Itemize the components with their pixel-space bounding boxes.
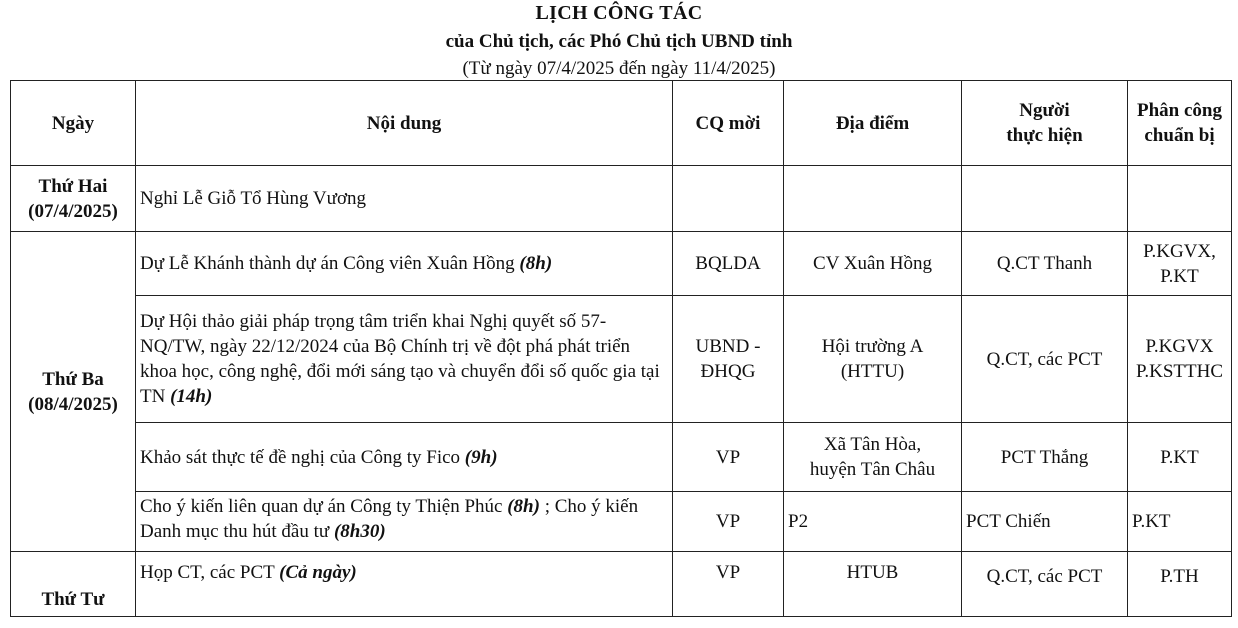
day-cell-wednesday: [11, 552, 136, 617]
time-label: (8h): [519, 253, 553, 274]
assignment-cell: [1128, 232, 1232, 296]
assignment-cell: [1128, 166, 1232, 232]
location-cell: [784, 296, 962, 423]
time-label: (8h): [507, 496, 540, 517]
performer-cell: PCT Thắng: [962, 423, 1128, 492]
day-date: (08/4/2025): [28, 393, 118, 415]
header-performer-line2: thực hiện: [1006, 125, 1083, 146]
schedule-table: [10, 80, 1232, 617]
time-label: (Cả ngày): [279, 562, 357, 583]
content-text: Dự Lễ Khánh thành dự án Công viên Xuân Hồng: [140, 253, 520, 274]
inviter-cell: VP: [673, 552, 784, 617]
day-name: Thứ Hai: [38, 175, 108, 197]
table-row: [11, 296, 1232, 423]
location-cell: [784, 423, 962, 492]
content-text: Cho ý kiến liên quan dự án Công ty Thiện Phúc: [140, 496, 508, 517]
location-cell: CV Xuân Hồng: [784, 232, 962, 296]
header-content: Nội dung: [136, 81, 673, 166]
inviter-cell: VP: [673, 492, 784, 552]
content-text: Dự Hội thảo giải pháp trọng tâm triển khai Nghị quyết số 57-NQ/TW, ngày 22/12/2024 của Bộ Chính trị về đột phá phát triển khoa học, công nghệ, đổi mới sáng tạo và chuyển đổi số quốc gia tại TN: [140, 311, 660, 407]
header-day: Ngày: [11, 81, 136, 166]
assignment-cell: P.KT: [1128, 492, 1232, 552]
location-cell: HTUB: [784, 552, 962, 617]
table-row: [11, 552, 1232, 617]
table-row: [11, 232, 1232, 296]
assignment-line2: P.KSTTHC: [1135, 361, 1224, 382]
inviter-cell: [673, 166, 784, 232]
performer-cell: Q.CT Thanh: [962, 232, 1128, 296]
location-line1: Hội trường A: [821, 336, 924, 357]
time-label: (9h): [464, 446, 498, 468]
inviter-cell: BQLDA: [673, 232, 784, 296]
location-line2: huyện Tân Châu: [809, 459, 936, 480]
document-title: LỊCH CÔNG TÁC: [535, 2, 703, 24]
content-cell: [136, 552, 673, 617]
content-cell: [136, 492, 673, 552]
header-assign-line2: chuẩn bị: [1144, 125, 1215, 146]
table-header-row: [11, 81, 1232, 166]
content-cell: [136, 423, 673, 492]
header-location: Địa điểm: [784, 81, 962, 166]
location-cell: [784, 166, 962, 232]
table-row: [11, 423, 1232, 492]
content-text-continued: ; Cho ý kiến Danh mục thu hút đầu tư: [140, 496, 639, 542]
performer-cell: [962, 166, 1128, 232]
header-assignment: [1128, 81, 1232, 166]
assignment-line2: P.KT: [1160, 265, 1199, 287]
time-label: (14h): [170, 386, 213, 407]
day-name: Thứ Ba: [42, 368, 104, 390]
content-cell: [136, 232, 673, 296]
content-text: Nghỉ Lễ Giỗ Tổ Hùng Vương: [140, 188, 366, 209]
day-date: (07/4/2025): [28, 200, 118, 222]
content-text: Khảo sát thực tế đề nghị của Công ty Fico: [140, 446, 465, 468]
location-cell: P2: [784, 492, 962, 552]
assignment-line1: P.KGVX,: [1143, 240, 1216, 262]
inviter-cell: [673, 296, 784, 423]
document-subtitle: của Chủ tịch, các Phó Chủ tịch UBND tỉnh: [445, 31, 793, 52]
date-range: (Từ ngày 07/4/2025 đến ngày 11/4/2025): [462, 58, 776, 79]
header-performer: [962, 81, 1128, 166]
inviter-line1: UBND -: [695, 336, 761, 357]
header-assign-line1: Phân công: [1137, 100, 1222, 121]
inviter-line2: ĐHQG: [700, 361, 756, 382]
day-name: Thứ Tư: [41, 589, 105, 610]
header-performer-line1: Người: [1019, 100, 1070, 121]
performer-cell: Q.CT, các PCT: [962, 552, 1128, 617]
assignment-cell: [1128, 296, 1232, 423]
table-row: [11, 492, 1232, 552]
content-cell: [136, 296, 673, 423]
location-line2: (HTTU): [840, 361, 905, 382]
performer-cell: PCT Chiến: [962, 492, 1128, 552]
assignment-line1: P.KGVX: [1145, 336, 1214, 357]
time-label-2: (8h30): [333, 521, 386, 542]
inviter-cell: VP: [673, 423, 784, 492]
content-cell: [136, 166, 673, 232]
day-cell-tuesday: [11, 232, 136, 552]
location-line1: Xã Tân Hòa,: [823, 434, 922, 455]
assignment-cell: P.KT: [1128, 423, 1232, 492]
day-cell-monday: [11, 166, 136, 232]
content-text: Họp CT, các PCT: [140, 562, 280, 583]
assignment-cell: P.TH: [1128, 552, 1232, 617]
header-inviter: CQ mời: [673, 81, 784, 166]
table-row: [11, 166, 1232, 232]
performer-cell: Q.CT, các PCT: [962, 296, 1128, 423]
